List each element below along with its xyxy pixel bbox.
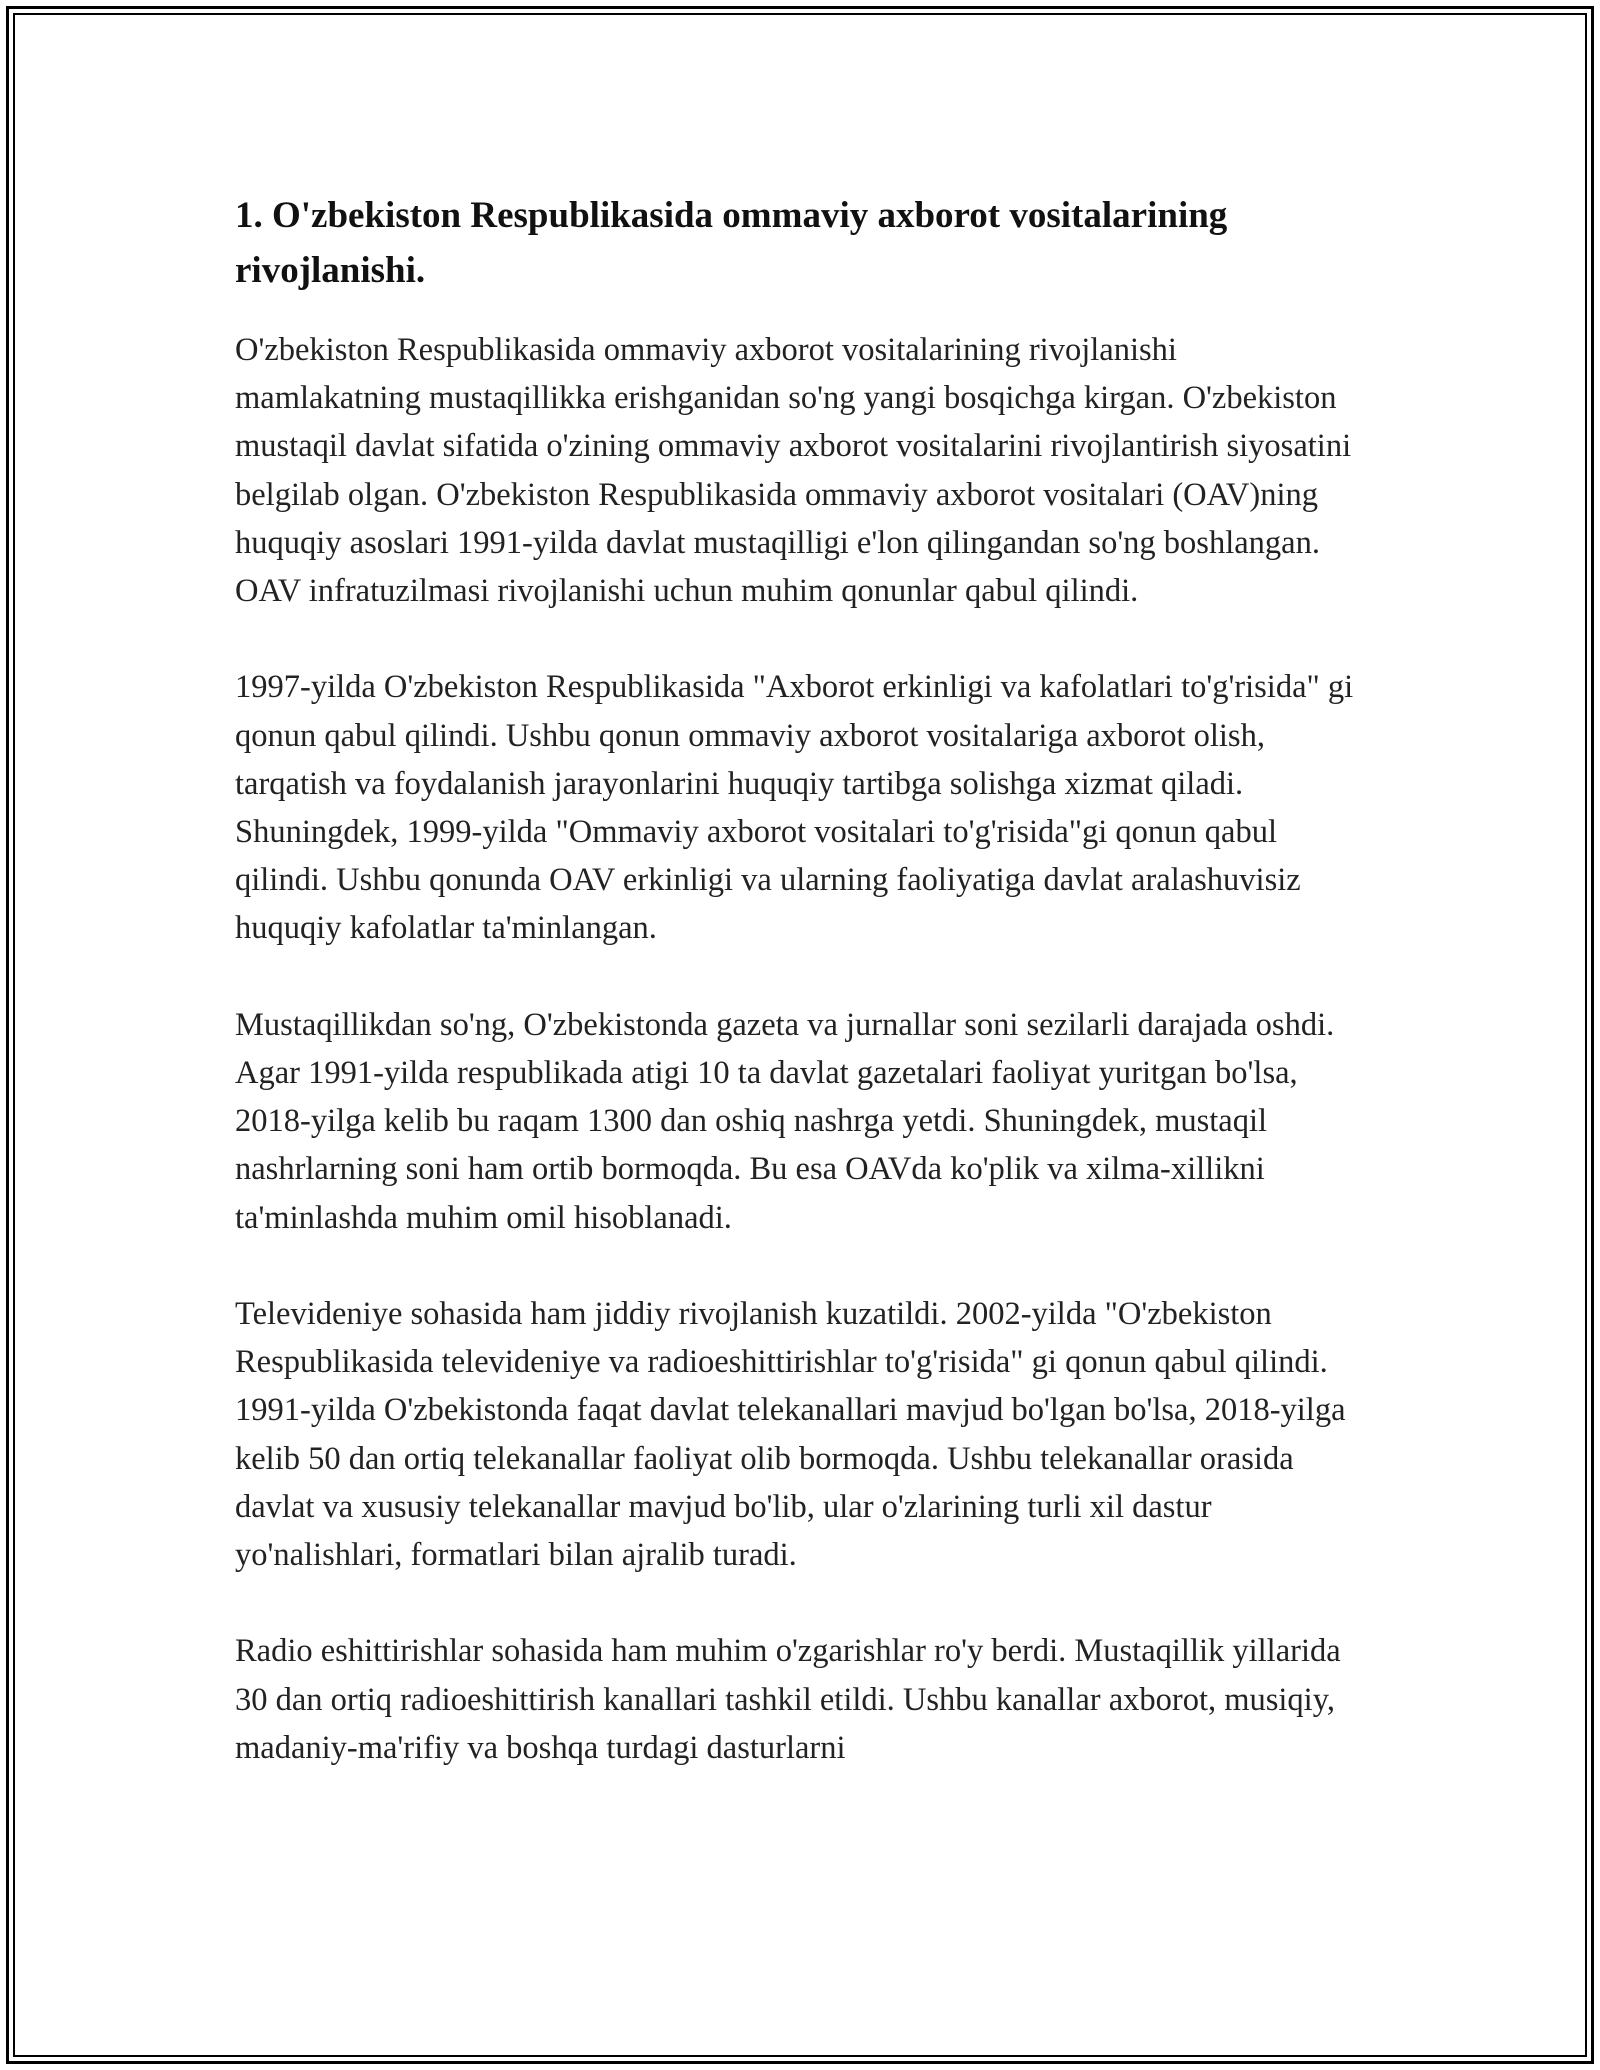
section-heading: 1. O'zbekiston Respublikasida ommaviy axborot vositalarining rivojlanishi. [235, 195, 1228, 291]
paragraph-1: O'zbekiston Respublikasida ommaviy axborot vositalarining rivojlanishi mamlakatning mustaqillikka erishganidan so'ng yangi bosqichga kirgan. O'zbekiston mustaqil davlat sifatida o'zining ommaviy axborot vositalarini rivojlantirish siyosatini belgilab olgan. O'zbekiston Respublikasida ommaviy axborot vositalari (OAV)ning huquqiy asoslari 1991-yilda davlat mustaqilligi e'lon qilingandan so'ng boshlangan. OAV infratuzilmasi rivojlanishi uchun muhim qonunlar qabul qilindi. [235, 332, 1352, 610]
paragraph-5: Radio eshittirishlar sohasida ham muhim o'zgarishlar ro'y berdi. Mustaqillik yillarida 30 dan ortiq radioeshittirish kanallari tashkil etildi. Ushbu kanallar axborot, musiqiy, madaniy-ma'rifiy va boshqa turdagi dasturlarni [235, 1633, 1341, 1766]
paragraph-4: Televideniye sohasida ham jiddiy rivojlanish kuzatildi. 2002-yilda "O'zbekiston Respublikasida televideniye va radioeshittirishlar to'g'risida" gi qonun qabul qilindi. 1991-yilda O'zbekistonda faqat davlat telekanallari mavjud bo'lgan bo'lsa, 2018-yilga kelib 50 dan ortiq telekanallar faoliyat olib bormoqda. Ushbu telekanallar orasida davlat va xususiy telekanallar mavjud bo'lib, ular o'zlarining turli xil dastur yo'nalishlari, formatlari bilan ajralib turadi. [235, 1296, 1346, 1574]
document-body [235, 188, 1370, 1820]
paragraph-2: 1997-yilda O'zbekiston Respublikasida "Axborot erkinligi va kafolatlari to'g'risida" gi qonun qabul qilindi. Ushbu qonun ommaviy axborot vositalariga axborot olish, tarqatish va foydalanish jarayonlarini huquqiy tartibga solishga xizmat qiladi. Shuningdek, 1999-yilda "Ommaviy axborot vositalari to'g'risida"gi qonun qabul qilindi. Ushbu qonunda OAV erkinligi va ularning faoliyatiga davlat aralashuvisiz huquqiy kafolatlar ta'minlangan. [235, 669, 1354, 947]
paragraph-3: Mustaqillikdan so'ng, O'zbekistonda gazeta va jurnallar soni sezilarli darajada oshdi. Agar 1991-yilda respublikada atigi 10 ta davlat gazetalari faoliyat yuritgan bo'lsa, 2018-yilga kelib bu raqam 1300 dan oshiq nashrga yetdi. Shuningdek, mustaqil nashrlarning soni ham ortib bormoqda. Bu esa OAVda ko'plik va xilma-xillikni ta'minlashda muhim omil hisoblanadi. [235, 1006, 1335, 1236]
